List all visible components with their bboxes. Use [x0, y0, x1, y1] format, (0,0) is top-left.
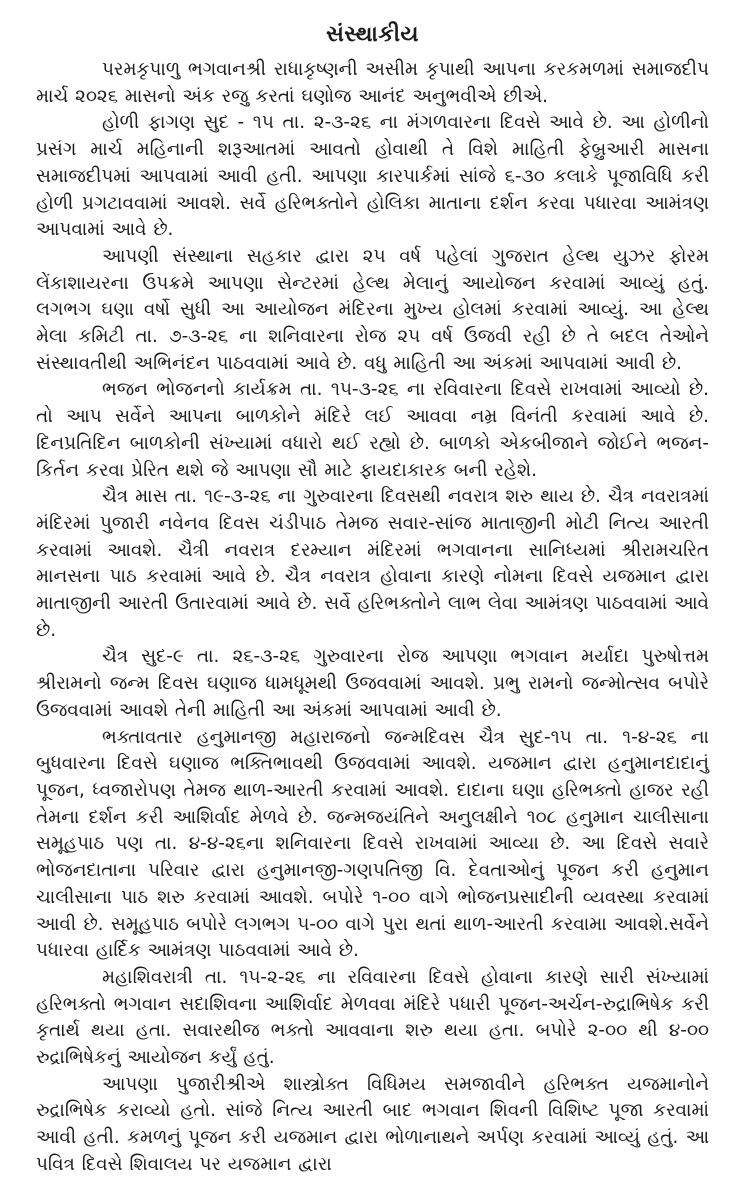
editorial-paragraph: પરમકૃપાળુ ભગવાનશ્રી રાધાકૃષ્ણની અસીમ કૃપાથી આપના કરકમળમાં સમાજદીપ માર્ચ ૨૦૨૬ માસનો અંક રજુ કરતાં ઘણોજ આનંદ અનુભવીએ છીએ. — [36, 59, 709, 107]
editorial-paragraph: મહાશિવરાત્રી તા. ૧૫-૨-૨૬ ના રવિવારના દિવસે હોવાના કારણે સારી સંખ્યામાં હરિભક્તો ભગવાન સદાશિવના આશિર્વાદ મેળવવા મંદિરે પધારી પૂજન-અર્ચન-રુદ્રાભિષેક કરી કૃતાર્થ થયા હતા. સવારથીજ ભક્તો આવવાના શરુ થયા હતા. બપોરે ૨-૦૦ થી ૪-૦૦ રુદ્રાભિષેકનું આયોજન કર્યું હતું. — [36, 966, 709, 1069]
editorial-paragraph: ભક્તાવતાર હનુમાનજી મહારાજનો જન્મદિવસ ચૈત્ર સુદ-૧૫ તા. ૧-૪-૨૬ ના બુધવારના દિવસે ઘણાજ ભક્તિભાવથી ઉજવવામાં આવશે. યજમાન દ્વારા હનુમાનદાદાનું પૂજન, ધ્વજારોપણ તેમજ થાળ-આરતી કરવામાં આવશે. દાદાના ઘણા હરિભક્તો હાજર રહી તેમના દર્શન કરી આશિર્વાદ મેળવે છે. જન્મજયંતિને અનુલક્ષીને ૧૦૮ હનુમાન ચાલીસાના સમૂહપાઠ પણ તા. ૪-૪-૨૬ના શનિવારના દિવસે રાખવામાં આવ્યા છે. આ દિવસે સવારે ભોજનદાતાના પરિવાર દ્વારા હનુમાનજી-ગણપતિજી વિ. દેવતાઓનું પૂજન કરી હનુમાન ચાલીસાના પાઠ શરુ કરવામાં આવશે. બપોરે ૧-૦૦ વાગે ભોજનપ્રસાદીની વ્યવસ્થા કરવામાં આવી છે. સમૂહપાઠ બપોરે લગભગ ૫-૦૦ વાગે પુરા થતાં થાળ-આરતી કરવામા આવશે.સર્વેને પધારવા હાર્દિક આમંત્રણ પાઠવવામાં આવે છે. — [36, 726, 709, 962]
editorial-paragraph: ભજન ભોજનનો કાર્યક્રમ તા. ૧૫-૩-૨૬ ના રવિવારના દિવસે રાખવામાં આવ્યો છે. તો આપ સર્વેને આપના બાળકોને મંદિરે લઈ આવવા નમ્ર વિનંતી કરવામાં આવે છે. દિનપ્રતિદિન બાળકોની સંખ્યામાં વધારો થઈ રહ્યો છે. બાળકો એકબીજાને જોઈને ભજન-કિર્તન કરવા પ્રેરિત થશે જે આપણા સૌ માટે ફાયદાકારક બની રહેશે. — [36, 379, 709, 481]
editorial-paragraph: ચૈત્ર માસ તા. ૧૯-૩-૨૬ ના ગુરુવારના દિવસથી નવરાત્ર શરુ થાય છે. ચૈત્ર નવરાત્રમાં મંદિરમાં પુજારી નવેનવ દિવસ ચંડીપાઠ તેમજ સવાર-સાંજ માતાજીની મોટી નિત્ય આરતી કરવામાં આવશે. ચૈત્રી નવરાત્ર દરમ્યાન મંદિરમાં ભગવાનના સાનિધ્યમાં શ્રીરામચરિત માનસના પાઠ કરવામાં આવે છે. ચૈત્ર નવરાત્ર હોવાના કારણે નોમના દિવસે યજમાન દ્વારા માતાજીની આરતી ઉતારવામાં આવે છે. સર્વે હરિભક્તોને લાભ લેવા આમંત્રણ પાઠવવામાં આવે છે. — [36, 486, 710, 641]
editorial-paragraph: હોળી ફાગણ સુદ - ૧૫ તા. ૨-૩-૨૬ ના મંગળવારના દિવસે આવે છે. આ હોળીનો પ્રસંગ માર્ચ મહિનાની શરૂઆતમાં આવતો હોવાથી તે વિશે માહિતી ફેબ્રુઆરી માસના સમાજદીપમાં આપવામાં આવી હતી. આપણા કારપાર્કમાં સાંજે ૬-૩૦ કલાકે પૂજાવિધિ કરી હોળી પ્રગટાવવામાં આવશે. સર્વે હરિભક્તોને હોલિકા માતાના દર્શન કરવા પધારવા આમંત્રણ આપવામાં આવે છે. — [36, 112, 709, 241]
page-title: સંસ્થાકીય — [326, 22, 419, 47]
editorial-paragraph: ચૈત્ર સુદ-૯ તા. ૨૬-૩-૨૬ ગુરુવારના રોજ આપણા ભગવાન મર્યાદા પુરુષોત્તમ શ્રીરામનો જન્મ દિવસ ઘણાજ ધામધૂમથી ઉજવવામાં આવશે. પ્રભુ રામનો જન્મોત્સવ બપોરે ઉજવવામાં આવશે તેની માહિતી આ અંકમાં આપવામાં આવી છે. — [36, 646, 709, 721]
editorial-paragraph: આપણા પુજારીશ્રીએ શાસ્ત્રોક્ત વિધિમય સમજાવીને હરિભક્ત યજમાનોને રુદ્રાભિષેક કરાવ્યો હતો. સાંજે નિત્ય આરતી બાદ ભગવાન શિવની વિશિષ્ટ પૂજા કરવામાં આવી હતી. કમળનું પૂજન કરી યજમાન દ્વારા ભોળાનાથને અર્પણ કરવામાં આવ્યું હતું. આ પવિત્ર દિવસે શિવાલય પર યજમાન દ્વારા — [36, 1073, 709, 1175]
editorial-paragraph: આપણી સંસ્થાના સહકાર દ્વારા ૨૫ વર્ષ પહેલાં ગુજરાત હેલ્થ યુઝર ફોરમ લેંકાશાયરના ઉપક્રમે આપણા સેન્ટરમાં હેલ્થ મેલાનું આયોજન કરવામાં આવ્યું હતું. લગભગ ઘણા વર્ષો સુધી આ આયોજન મંદિરના મુખ્ય હોલમાં કરવામાં આવ્યું. આ હેલ્થ મેલા કમિટી તા. ૭-૩-૨૬ ના શનિવારના રોજ ૨૫ વર્ષ ઉજવી રહી છે તે બદલ તેઓને સંસ્થાવતીથી અભિનંદન પાઠવવામાં આવે છે. વધુ માહિતી આ અંકમાં આપવામાં આવી છે. — [36, 245, 709, 374]
